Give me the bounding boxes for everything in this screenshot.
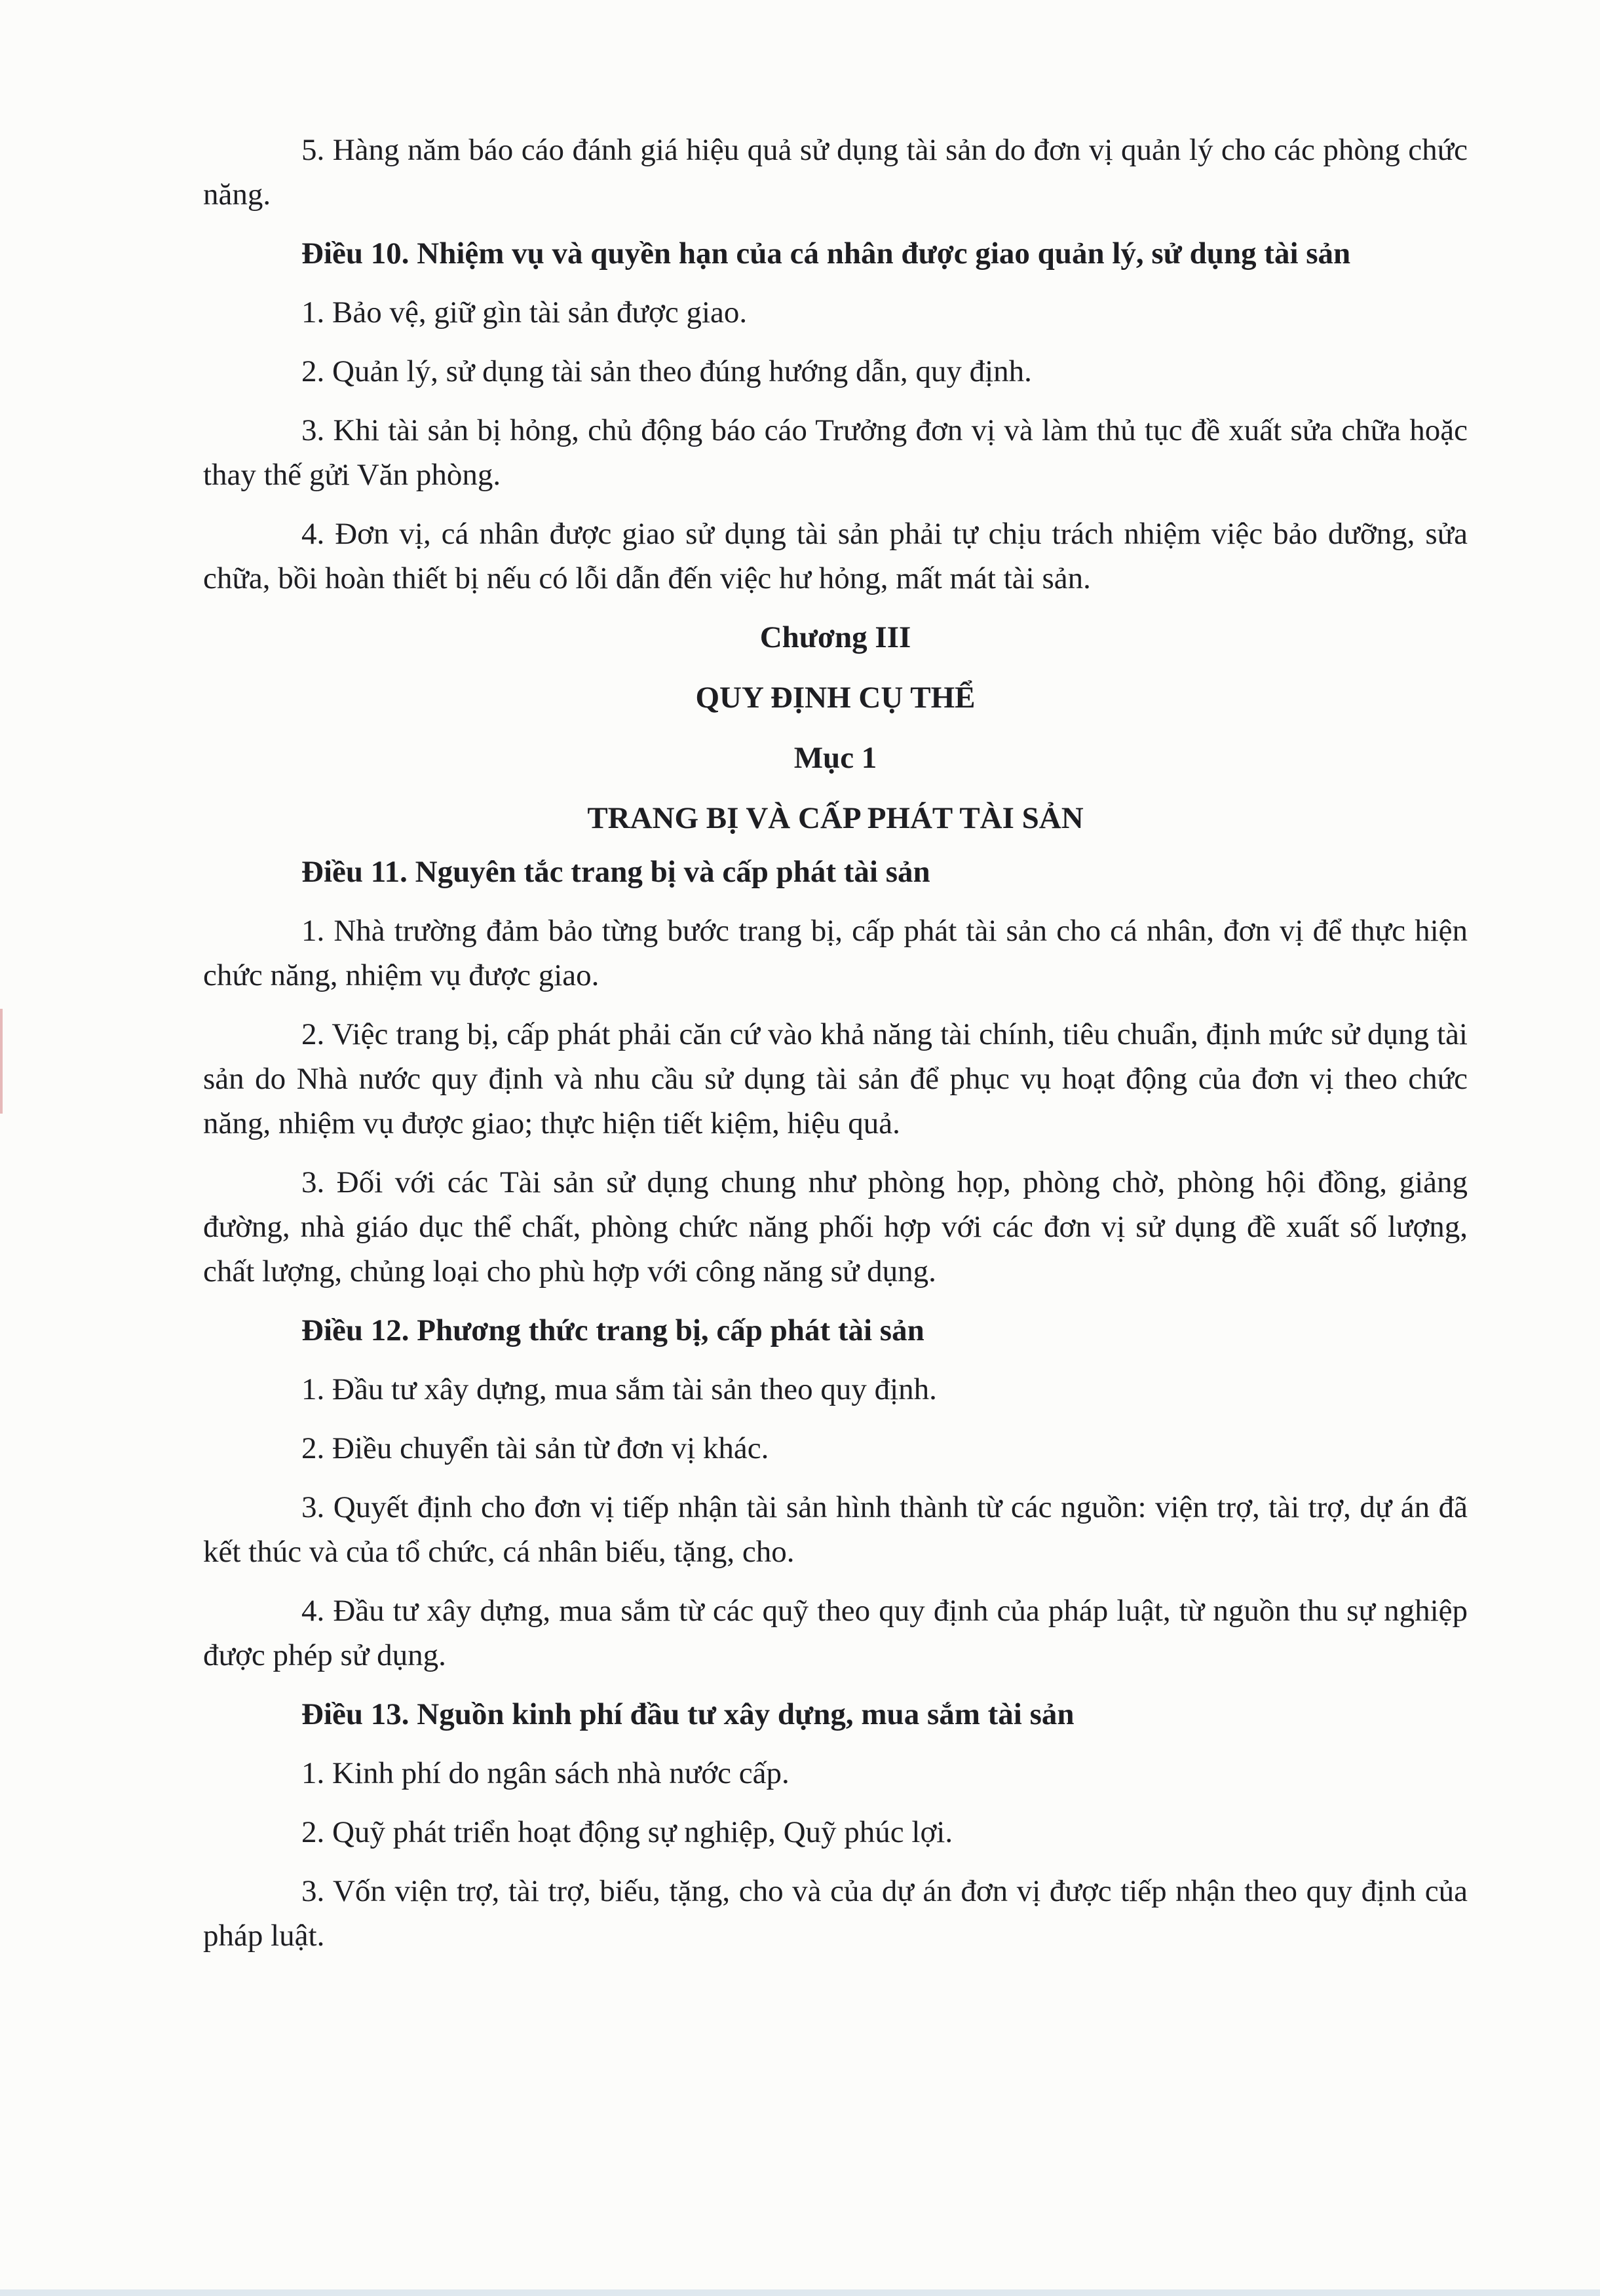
chapter-number: Chương III [759, 620, 911, 654]
document-page [203, 128, 1468, 1972]
section-number: Mục 1 [793, 741, 877, 775]
article-13-title: Điều 13. Nguồn kinh phí đầu tư xây dựng, mua sắm tài sản [301, 1697, 1075, 1731]
article-10-item-2: 2. Quản lý, sử dụng tài sản theo đúng hướng dẫn, quy định. [301, 354, 1032, 388]
article-10-item-1: 1. Bảo vệ, giữ gìn tài sản được giao. [301, 295, 748, 329]
article-12-title: Điều 12. Phương thức trang bị, cấp phát tài sản [301, 1313, 924, 1347]
chapter-title: QUY ĐỊNH CỤ THỂ [695, 681, 976, 715]
article-10-item-3: 3. Khi tài sản bị hỏng, chủ động báo cáo Trưởng đơn vị và làm thủ tục đề xuất sửa chữa hoặc thay thế gửi Văn phòng. [203, 413, 1468, 492]
article-13-item-1: 1. Kinh phí do ngân sách nhà nước cấp. [301, 1756, 790, 1790]
article-11-item-3: 3. Đối với các Tài sản sử dụng chung như phòng họp, phòng chờ, phòng hội đồng, giảng đường, nhà giáo dục thể chất, phòng chức năng phối hợp với các đơn vị sử dụng đề xuất số lượng, chất lượng, chủng loại cho phù hợp với công năng sử dụng. [203, 1165, 1468, 1289]
article-12-item-3: 3. Quyết định cho đơn vị tiếp nhận tài sản hình thành từ các nguồn: viện trợ, tài trợ, dự án đã kết thúc và của tổ chức, cá nhân biếu, tặng, cho. [203, 1490, 1468, 1569]
article-11-title: Điều 11. Nguyên tắc trang bị và cấp phát tài sản [301, 855, 930, 889]
article-11-item-2: 2. Việc trang bị, cấp phát phải căn cứ vào khả năng tài chính, tiêu chuẩn, định mức sử dụng tài sản do Nhà nước quy định và nhu cầu sử dụng tài sản để phục vụ hoạt động của đơn vị theo chức năng, nhiệm vụ được giao; thực hiện tiết kiệm, hiệu quả. [203, 1017, 1468, 1140]
article-12-item-4: 4. Đầu tư xây dựng, mua sắm từ các quỹ theo quy định của pháp luật, từ nguồn thu sự nghiệp được phép sử dụng. [203, 1594, 1468, 1672]
article-13-item-2: 2. Quỹ phát triển hoạt động sự nghiệp, Quỹ phúc lợi. [301, 1815, 953, 1849]
article-10-title: Điều 10. Nhiệm vụ và quyền hạn của cá nhân được giao quản lý, sử dụng tài sản [301, 236, 1351, 271]
article-12-item-2: 2. Điều chuyển tài sản từ đơn vị khác. [301, 1431, 769, 1465]
article-12-item-1: 1. Đầu tư xây dựng, mua sắm tài sản theo quy định. [301, 1372, 937, 1406]
article-10-item-4: 4. Đơn vị, cá nhân được giao sử dụng tài sản phải tự chịu trách nhiệm việc bảo dưỡng, sửa chữa, bồi hoàn thiết bị nếu có lỗi dẫn đến việc hư hỏng, mất mát tài sản. [203, 517, 1468, 595]
article-11-item-1: 1. Nhà trường đảm bảo từng bước trang bị, cấp phát tài sản cho cá nhân, đơn vị để thực hiện chức năng, nhiệm vụ được giao. [203, 914, 1468, 992]
section-title: TRANG BỊ VÀ CẤP PHÁT TÀI SẢN [587, 801, 1084, 835]
scan-edge-mark [0, 1009, 3, 1114]
article-13-item-3: 3. Vốn viện trợ, tài trợ, biếu, tặng, cho và của dự án đơn vị được tiếp nhận theo quy định của pháp luật. [203, 1874, 1468, 1953]
scan-bottom-edge [0, 2289, 1600, 2296]
clause-9-item-5: 5. Hàng năm báo cáo đánh giá hiệu quả sử dụng tài sản do đơn vị quản lý cho các phòng chức năng. [203, 133, 1468, 212]
